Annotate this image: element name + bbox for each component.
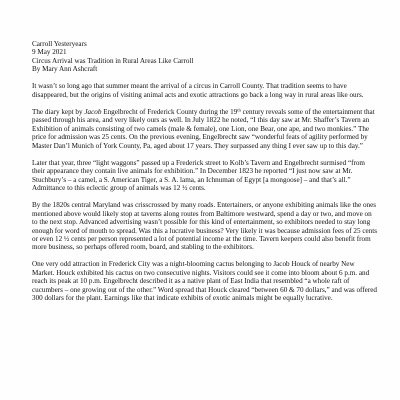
publication-name: Carroll Yesteryears (32, 40, 87, 48)
article-byline: By Mary Ann Ashcraft (32, 65, 98, 74)
paragraph-intro: It wasn’t so long ago that summer meant the arrival of a circus in Carroll County. That tradition seems to have disappeared, but the origins of visiting animal acts and exotic attractions go back a long way in rural areas like ours. (32, 82, 364, 99)
article-body (32, 40, 378, 303)
publication-date: 9 May 2021 (32, 48, 67, 57)
paragraph-text: The diary kept by (32, 107, 85, 116)
paragraph-cactus: One very odd attraction in Frederick City was a night-blooming cactus belonging to Jacob Houck of nearby New Market. Houck exhibited his cactus on two consecutive nights. Visitors could see it come into bloom about 6 p.m. and reach its peak at 10 p.m. Engelbrecht described it as a native plant of East India that resembled “a whole raft of cucumbers – one growing out of the other.” Word spread that Houck cleared “between 60 & 70 dollars,” and was offered 300 dollars for the plant. Earnings like that indicate exhibits of exotic animals might be equally lucrative. (32, 260, 377, 303)
ordinal-superscript: th (237, 107, 241, 113)
paragraph-text: century reveals some of the entertainment that passed through his area, and very likely ours as well. In July 1822 he noted, “I this day saw at Mr. Shaffer’s Tavern an Exhibition of animals consisting of two camels (male & female), one Lion, one Bear, one ape, and two monkies.” The price for admission was 25 cents. On the previous evening, Engelbrecht saw “wonderful feats of agility performed by Master Dan’l Munich of York County, Pa, aged about 17 years. They surpassed any thing I ever saw up to this day.” (32, 107, 375, 150)
article-header (32, 40, 378, 74)
paragraph-roads: By the 1820s central Maryland was crisscrossed by many roads. Entertainers, or anyone exhibiting animals like the ones mentioned above would likely stop at taverns along routes from Baltimore westward, spend a day or two, and move on to the next stop. Advanced advertising wasn’t possible for this kind of entertainment, so exhibitors needed to stay long enough for word of mouth to spread. Was this a lucrative business? Very likely it was because admission fees of 25 cents or even 12 ½ cents per person represented a lot of potential income at the time. Tavern keepers could also benefit from more business, so perhaps offered room, board, and stabling to the exhibitors. (32, 201, 378, 252)
paragraph-text: Engelbrecht of Frederick County during the 19 (101, 107, 238, 116)
paragraph-waggons: Later that year, three “light waggons” passed up a Frederick street to Kolb’s Tavern and Engelbrecht surmised “from their appearance they contain live animals for exhibition.” In December 1823 he reported “I just now saw at Mr. Stuchbury’s – a camel, a S. American Tiger, a S. A. lama, an Ichnuman of Egypt [a mongoose] – and that’s all.” Admittance to this eclectic group of animals was 12 ½ cents. (32, 158, 365, 193)
article-title: Circus Arrival was Tradition in Rural Areas Like Carroll (32, 56, 194, 65)
paragraph-diary (32, 108, 378, 150)
italic-name: Jacob (84, 107, 102, 116)
